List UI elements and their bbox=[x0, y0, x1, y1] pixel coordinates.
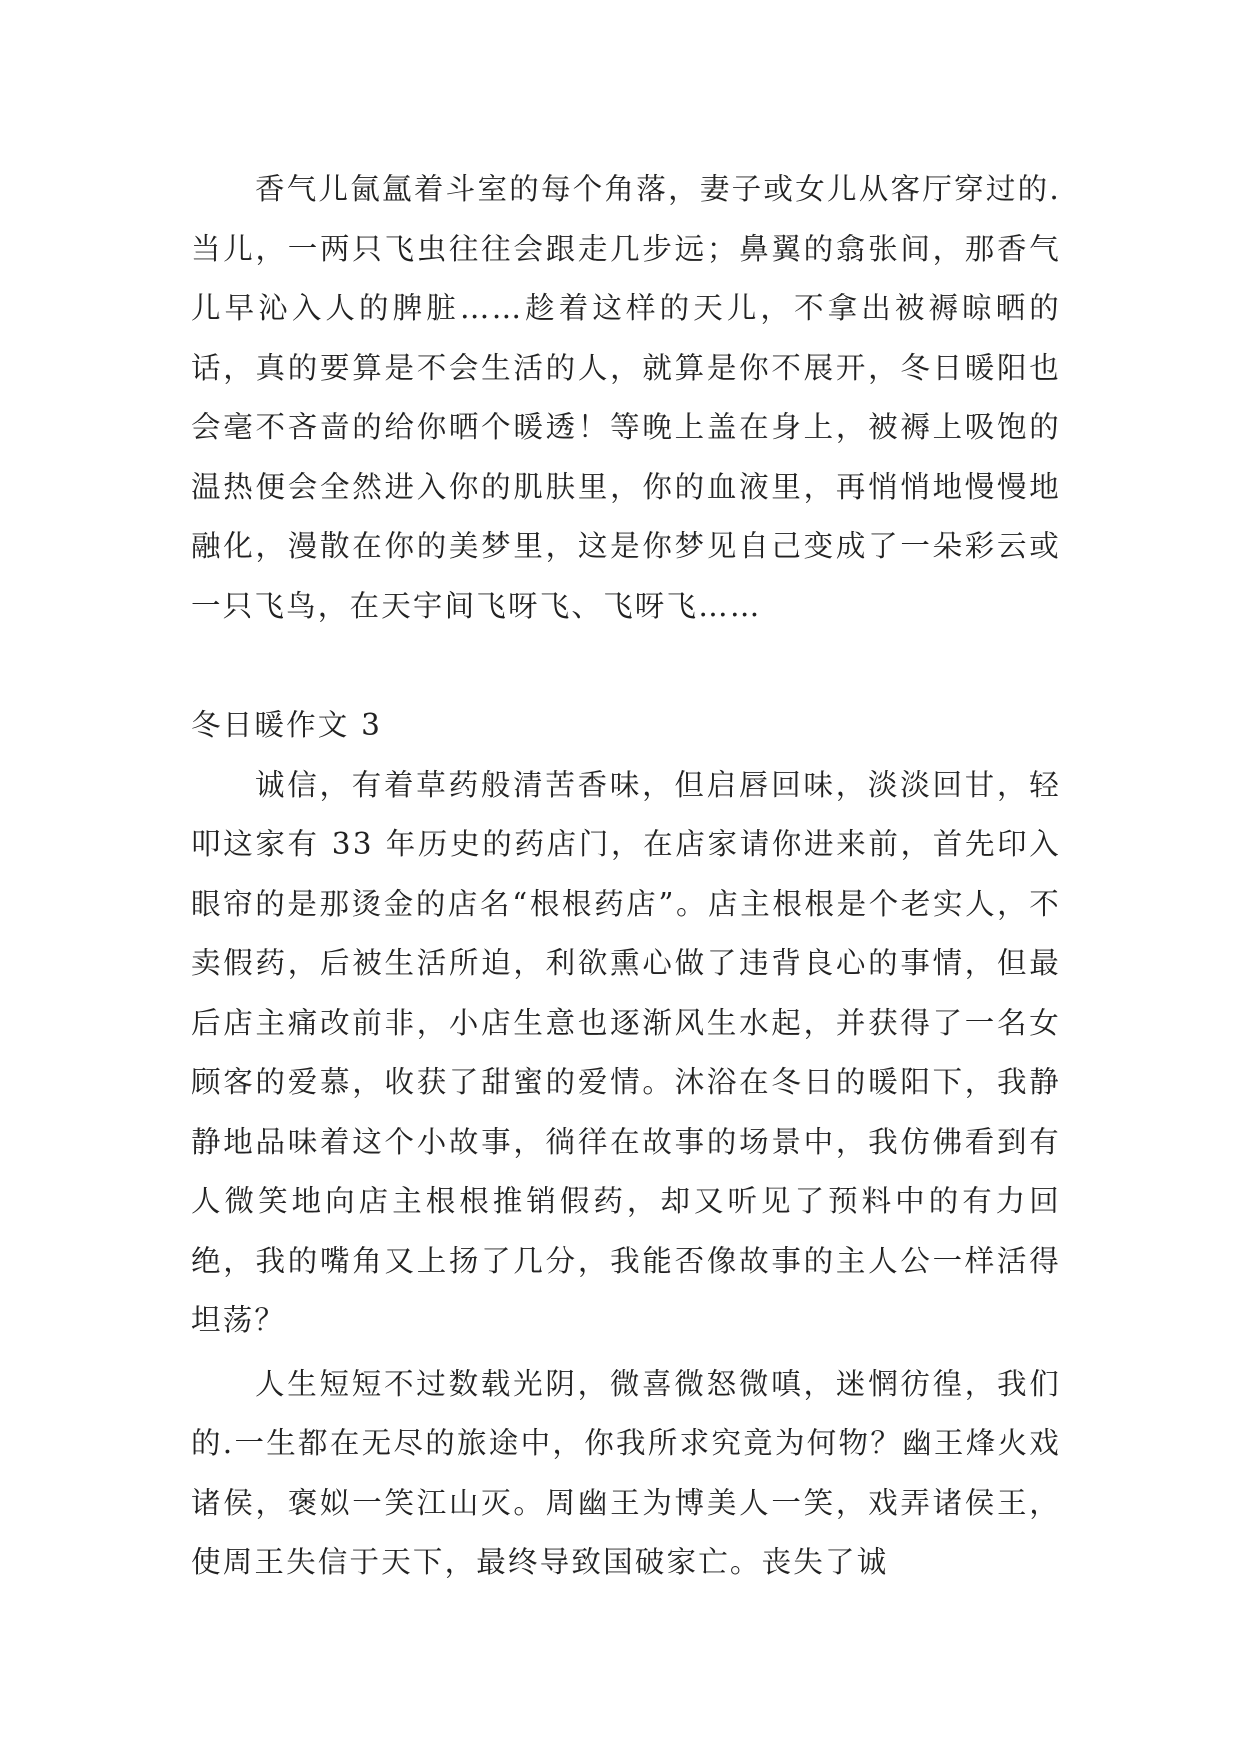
document-body bbox=[191, 160, 1061, 1593]
paragraph-life-reflection: 人生短短不过数载光阴，微喜微怒微嗔，迷惘彷徨，我们的.一生都在无尽的旅途中，你我所求究竟为何物？幽王烽火戏诸侯，褒姒一笑江山灭。周幽王为博美人一笑，戏弄诸侯王，使周王失信于天下，最终导致国破家亡。丧失了诚 bbox=[191, 1366, 1061, 1579]
paragraph-intro: 香气儿氤氲着斗室的每个角落，妻子或女儿从客厅穿过的.当儿，一两只飞虫往往会跟走几步远；鼻翼的翕张间，那香气儿早沁入人的脾脏……趁着这样的天儿，不拿出被褥晾晒的话，真的要算是不会生活的人，就算是你不展开，冬日暖阳也会毫不吝啬的给你晒个暖透！等晚上盖在身上，被褥上吸饱的温热便会全然进入你的肌肤里，你的血液里，再悄悄地慢慢地融化，漫散在你的美梦里，这是你梦见自己变成了一朵彩云或一只飞鸟，在天宇间飞呀飞、飞呀飞…… bbox=[191, 172, 1061, 623]
section-title: 冬日暖作文 3 bbox=[191, 708, 383, 742]
paragraph-honesty-story: 诚信，有着草药般清苦香味，但启唇回味，淡淡回甘，轻叩这家有 33 年历史的药店门，在店家请你进来前，首先印入眼帘的是那烫金的店名“根根药店”。店主根根是个老实人，不卖假药，后被生活所迫，利欲熏心做了违背良心的事情，但最后店主痛改前非，小店生意也逐渐风生水起，并获得了一名女顾客的爱慕，收获了甜蜜的爱情。沐浴在冬日的暖阳下，我静静地品味着这个小故事，徜徉在故事的场景中，我仿佛看到有人微笑地向店主根根推销假药，却又听见了预料中的有力回绝，我的嘴角又上扬了几分，我能否像故事的主人公一样活得坦荡？ bbox=[191, 767, 1061, 1337]
